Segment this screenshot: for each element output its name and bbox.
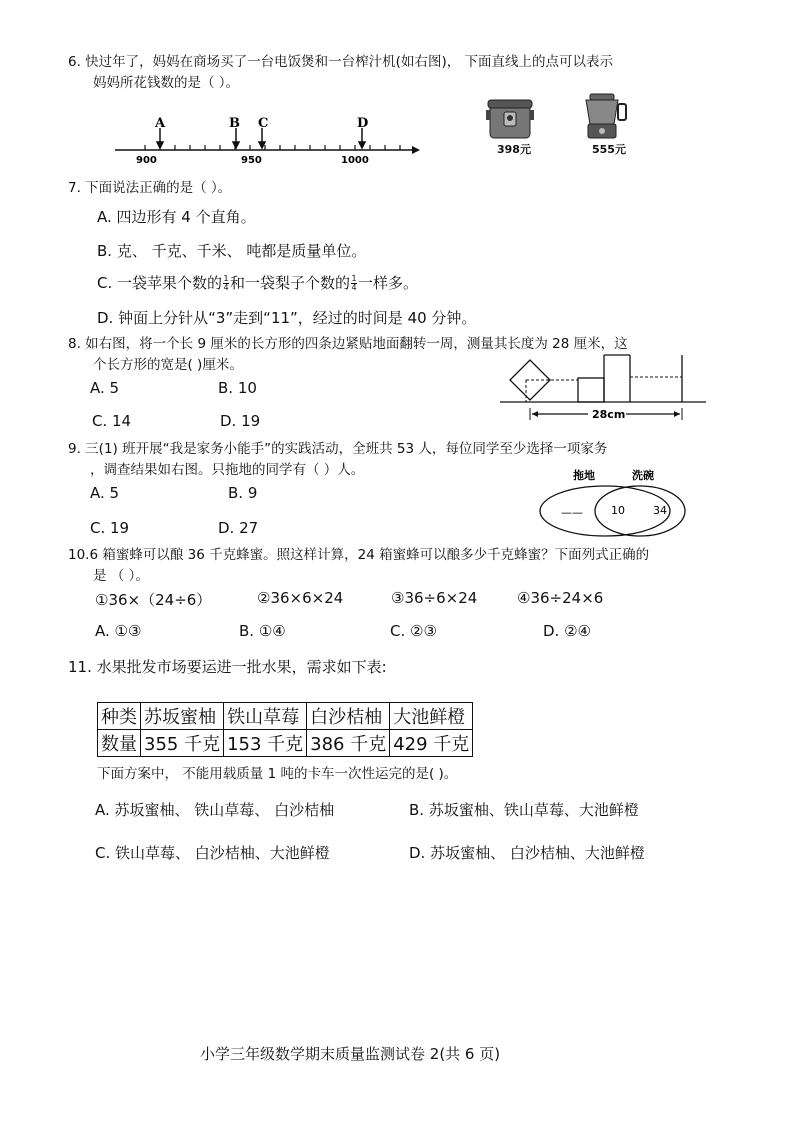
q7-option-c: [97, 272, 418, 293]
table-cell: 429 千克: [390, 730, 473, 757]
fruit-demand-table: [97, 702, 473, 757]
tick-label-950: 950: [241, 155, 262, 166]
q9-option-b: B. 9: [228, 484, 258, 502]
q9-line1: 9. 三(1) 班开展“我是家务小能手”的实践活动，全班共 53 人，每位同学至少选择一项家务: [68, 441, 608, 457]
q10-expr-2: ②36×6×24: [257, 589, 344, 607]
q10-line1: 10.6 箱蜜蜂可以酿 36 千克蜂蜜。照这样计算，24 箱蜜蜂可以酿多少千克蜂蜜？下面列式正确的: [68, 547, 650, 563]
number-line: [110, 112, 430, 168]
q10-expr-4: ④36÷24×6: [517, 589, 604, 607]
q7-option-b: B. 克、 千克、千米、 吨都是质量单位。: [97, 242, 367, 260]
table-header-row: [98, 703, 473, 730]
table-row: [98, 730, 473, 757]
table-cell: 苏坂蜜柚: [141, 703, 224, 730]
venn-right-label: 洗碗: [632, 469, 654, 482]
q11-stem: 11. 水果批发市场要运进一批水果，需求如下表:: [68, 658, 387, 676]
rice-cooker-price: 398元: [497, 143, 531, 156]
q10-option-b: B. ①④: [239, 622, 286, 640]
page-footer: 小学三年级数学期末质量监测试卷 2(共 6 页): [200, 1045, 501, 1063]
q10-line2: 是 （ ）。: [93, 568, 149, 584]
q9-option-a: A. 5: [90, 484, 120, 502]
q9-line2: ，调查结果如右图。只拖地的同学有（ ）人。: [90, 462, 365, 478]
q11-option-b: B. 苏坂蜜柚、铁山草莓、大池鲜橙: [409, 801, 639, 819]
table-cell: 153 千克: [224, 730, 307, 757]
venn-both-value: 10: [611, 504, 625, 517]
rectangle-flip-figure: [500, 350, 710, 424]
fraction-quarter-2: $\frac{1}{4}$: [351, 274, 357, 292]
q8-line2: 个长方形的宽是( )厘米。: [93, 357, 243, 373]
q11-option-c: C. 铁山草莓、 白沙桔柚、大池鲜橙: [95, 844, 330, 862]
q7-option-d: D. 钟面上分针从“3”走到“11”，经过的时间是 40 分钟。: [97, 309, 477, 327]
q6-line2: 妈妈所花钱数的是（ ）。: [93, 75, 240, 91]
point-d-label: D: [357, 116, 369, 131]
q8-option-b: B. 10: [218, 379, 257, 397]
figure-length-label: 28cm: [592, 408, 626, 421]
table-cell: 白沙桔柚: [307, 703, 390, 730]
q7-c-text-2: 和一袋梨子个数的: [230, 274, 351, 292]
point-a-label: A: [155, 116, 166, 131]
venn-right-only-value: 34: [653, 504, 667, 517]
q7-c-text-1: C. 一袋苹果个数的: [97, 274, 223, 292]
table-cell: 种类: [98, 703, 141, 730]
table-cell: 355 千克: [141, 730, 224, 757]
q9-option-c: C. 19: [90, 519, 130, 537]
venn-diagram: [535, 466, 715, 540]
q11-note: 下面方案中， 不能用载质量 1 吨的卡车一次性运完的是( )。: [97, 766, 458, 782]
q6-line1: 6. 快过年了，妈妈在商场买了一台电饭煲和一台榨汁机(如右图)， 下面直线上的点可以表示: [68, 54, 613, 70]
q10-option-a: A. ①③: [95, 622, 142, 640]
q7-stem: 7. 下面说法正确的是（ ）。: [68, 180, 232, 196]
juicer-price: 555元: [592, 143, 626, 156]
table-cell: 386 千克: [307, 730, 390, 757]
q8-option-a: A. 5: [90, 379, 120, 397]
q11-option-a: A. 苏坂蜜柚、 铁山草莓、 白沙桔柚: [95, 801, 335, 819]
venn-left-only: ——: [561, 506, 583, 519]
q7-option-a: A. 四边形有 4 个直角。: [97, 208, 256, 226]
q9-option-d: D. 27: [218, 519, 259, 537]
venn-left-label: 拖地: [573, 469, 595, 482]
juicer-icon: [580, 92, 632, 142]
fraction-quarter: $\frac{1}{4}$: [223, 274, 229, 292]
q8-option-d: D. 19: [220, 412, 261, 430]
q10-expr-1: ①36×（24÷6）: [95, 591, 212, 609]
table-cell: 大池鲜橙: [390, 703, 473, 730]
q10-expr-3: ③36÷6×24: [391, 589, 478, 607]
tick-label-900: 900: [136, 155, 157, 166]
rice-cooker-icon: [486, 96, 534, 142]
q10-option-c: C. ②③: [390, 622, 437, 640]
point-c-label: C: [258, 116, 269, 131]
point-b-label: B: [229, 116, 240, 131]
table-cell: 数量: [98, 730, 141, 757]
q10-option-d: D. ②④: [543, 622, 591, 640]
q8-line1: 8. 如右图，将一个长 9 厘米的长方形的四条边紧贴地面翻转一周，测量其长度为 28 厘米，这: [68, 336, 628, 352]
q11-option-d: D. 苏坂蜜柚、 白沙桔柚、大池鲜橙: [409, 844, 645, 862]
q8-option-c: C. 14: [92, 412, 132, 430]
tick-label-1000: 1000: [341, 155, 369, 166]
q7-c-text-3: 一样多。: [358, 274, 419, 292]
table-cell: 铁山草莓: [224, 703, 307, 730]
